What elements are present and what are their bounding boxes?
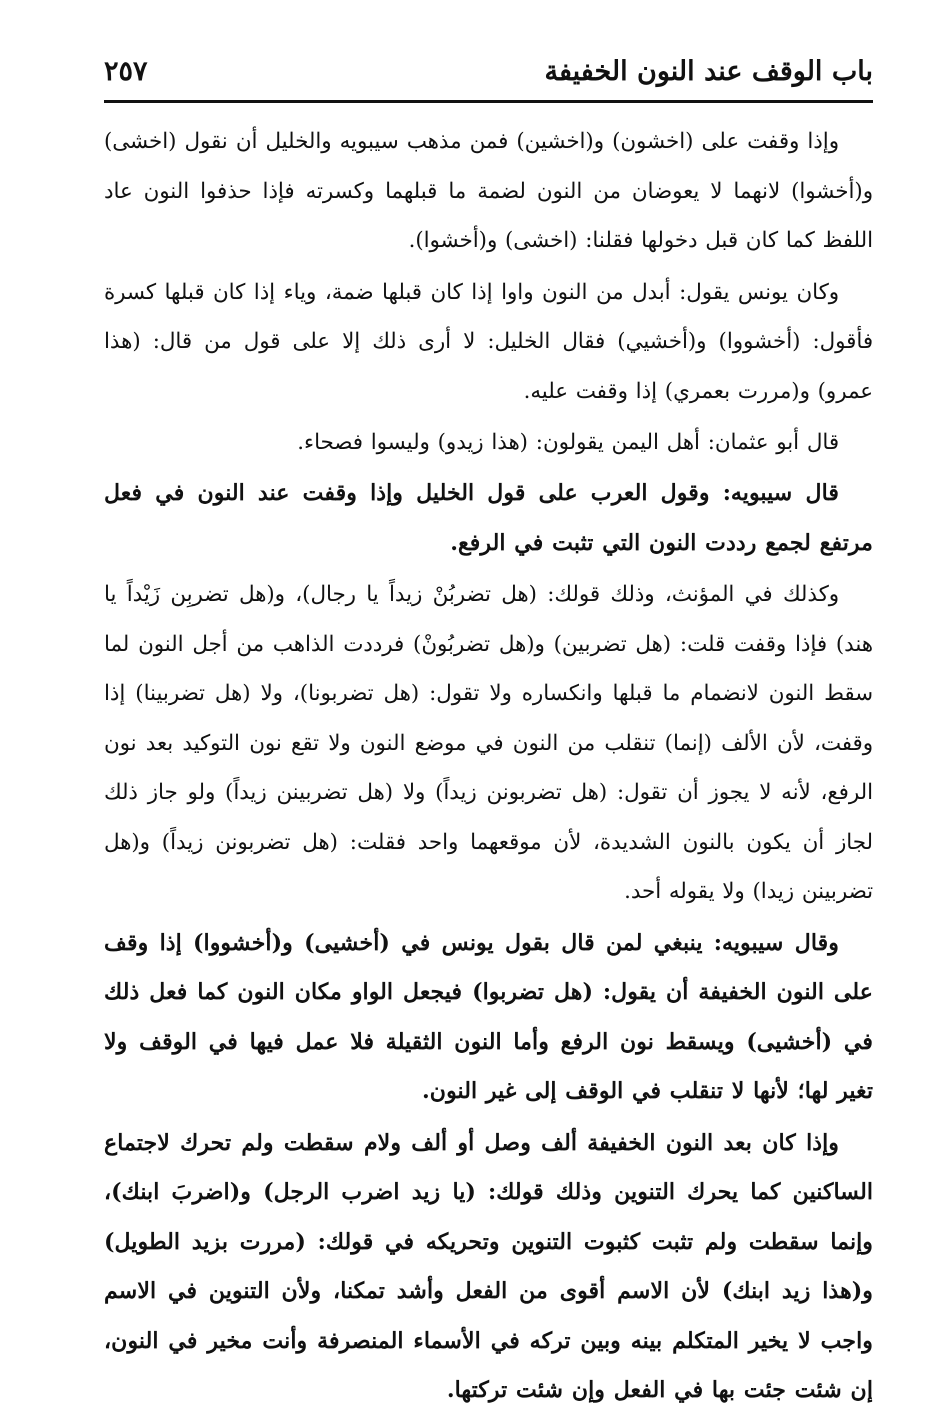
paragraph-4: قال سيبويه: وقول العرب على قول الخليل وإذا وقفت عند النون في فعل مرتفع لجمع رددت النون التي تثبت في الرفع. (104, 480, 873, 556)
paragraph-2: وكان يونس يقول: أبدل من النون واوا إذا كان قبلها ضمة، وياء إذا كان قبلها كسرة فأقول: (أخشووا) و(أخشيي) فقال الخليل: لا أرى ذلك إلا على قول من قال: (هذا عمرو) و(مررت بعمري) إذا وقفت عليه. (104, 279, 873, 404)
chapter-title: باب الوقف عند النون الخفيفة (544, 56, 873, 87)
paragraph-1: وإذا وقفت على (اخشون) و(اخشين) فمن مذهب سيبويه والخليل أن نقول (اخشى) و(أخشوا) لانهما لا يعوضان من النون لضمة ما قبلهما وكسرته فإذا حذفوا النون عاد اللفظ كما كان قبل دخولها فقلنا: (اخشى) و(أخشوا). (104, 129, 873, 253)
page-number: ٢٥٧ (104, 56, 148, 87)
page-header (104, 52, 873, 103)
paragraph-6: وقال سيبويه: ينبغي لمن قال بقول يونس في (أخشيى) و(أخشووا) إذا وقف على النون الخفيفة أن يقول: (هل تضربوا) فيجعل الواو مكان النون كما فعل ذلك في (أخشيى) ويسقط نون الرفع وأما النون الثقيلة فلا عمل فيها في الوقف ولا تغير لها؛ لأنها لا تنقلب في الوقف إلى غير النون. (104, 929, 873, 1104)
paragraph-3: قال أبو عثمان: أهل اليمن يقولون: (هذا زيدو) وليسوا فصحاء. (297, 430, 839, 455)
page-body (104, 117, 873, 1416)
paragraph-7: وإذا كان بعد النون الخفيفة ألف وصل أو ألف ولام سقطت ولم تحرك لاجتماع الساكنين كما يحرك التنوين وذلك قولك: (يا زيد اضرب الرجل) و(اضربَ ابنك)، وإنما سقطت ولم تثبت كثبوت التنوين وتحريكه في قولك: (مررت بزيد الطويل) و(هذا زيد ابنك) لأن الاسم أقوى من الفعل وأشد تمكنا، ولأن التنوين في الاسم واجب لا يخير المتكلم بينه وبين تركه في الأسماء المنصرفة وأنت مخير في النون، إن شئت جئت بها في الفعل وإن شئت تركتها. (104, 1129, 873, 1403)
paragraph-5: وكذلك في المؤنث، وذلك قولك: (هل تضربُنْ زيداً يا رجال)، و(هل تضربِن زَيْداً يا هند) فإذا وقفت قلت: (هل تضربين) و(هل تضربُونْ) فرددت الذاهب من أجل النون لما سقط النون لانضمام ما قبلها وانكساره ولا تقول: (هل تضربونا)، ولا (هل تضربينا) إذا وقفت، لأن الألف (إنما) تنقلب من النون في موضع النون ولا تقع نون التوكيد بعد نون الرفع، لأنه لا يجوز أن تقول: (هل تضربونن زيداً) ولا (هل تضربينن زيداً) ولو جاز ذلك لجاز أن يكون بالنون الشديدة، لأن موقعهما واحد فقلت: (هل تضربونن زيداً) و(هل تضربينن زيدا) ولا يقوله أحد. (104, 582, 873, 904)
